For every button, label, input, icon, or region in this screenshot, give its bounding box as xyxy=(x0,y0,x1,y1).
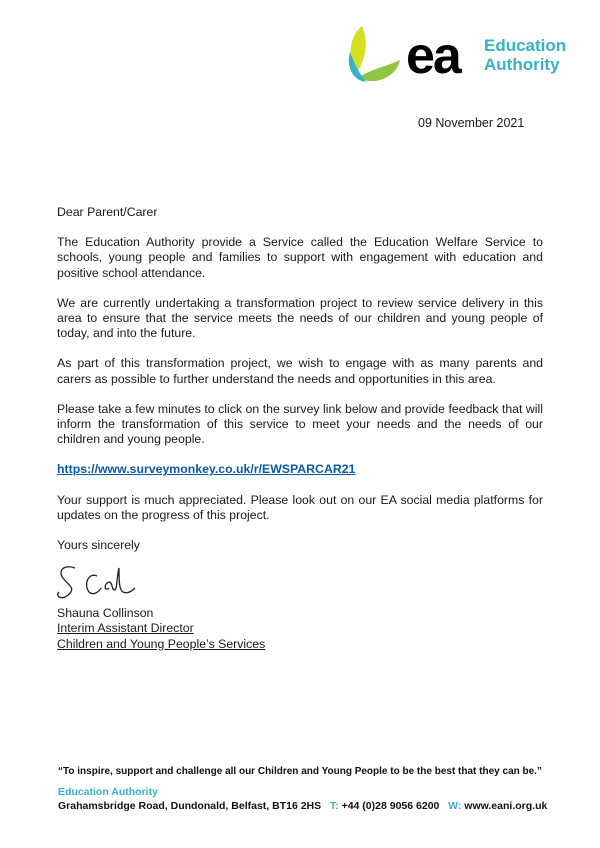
signature-block xyxy=(57,562,543,652)
footer-address-line xyxy=(58,800,547,812)
body-paragraph: The Education Authority provide a Service called the Education Welfare Service to schools, young people and families to support with engagement with education and positive school attendance. xyxy=(57,235,543,280)
body-paragraph: Please take a few minutes to click on the survey link below and provide feedback that will inform the transformation of this service to meet your needs and the needs of our children and young people. xyxy=(57,401,543,447)
handwritten-signature xyxy=(53,562,143,602)
footer-address: Grahamsbridge Road, Dundonald, Belfast, BT16 2HS xyxy=(58,800,322,812)
footer-web: www.eani.org.uk xyxy=(464,800,548,812)
letter-date: 09 November 2021 xyxy=(418,116,525,130)
logo-wordmark: ea xyxy=(406,27,460,85)
footer-org-name: Education Authority xyxy=(58,786,158,798)
signoff: Yours sincerely xyxy=(57,538,140,553)
footer-phone: +44 (0)28 9056 6200 xyxy=(341,800,440,812)
ea-logo xyxy=(344,22,574,86)
survey-link[interactable]: https://www.surveymonkey.co.uk/r/EWSPARCAR21 xyxy=(57,462,356,477)
body-paragraph: We are currently undertaking a transformation project to review service delivery in this area to ensure that the service meets the needs of our children and young people of today, and into the future. xyxy=(57,295,543,341)
footer-motto: “To inspire, support and challenge all our Children and Young People to be the best that they can be.” xyxy=(58,766,542,777)
logo-org-name xyxy=(484,36,566,74)
salutation: Dear Parent/Carer xyxy=(57,205,158,219)
signatory-name: Shauna Collinson xyxy=(57,606,154,621)
logo-org-line1: Education xyxy=(484,36,567,55)
signatory-department: Children and Young People’s Services xyxy=(57,636,266,651)
footer-phone-label: T: xyxy=(329,800,339,812)
logo-org-line2: Authority xyxy=(484,55,560,74)
footer-web-label: W: xyxy=(448,800,462,812)
signatory-title: Interim Assistant Director xyxy=(57,621,194,636)
closing-paragraph: Your support is much appreciated. Please look out on our EA social media platforms for updates on the progress of this project. xyxy=(57,492,543,522)
ea-leaf-icon xyxy=(344,22,406,86)
letter-body xyxy=(57,205,543,652)
body-paragraph: As part of this transformation project, we wish to engage with as many parents and carers as possible to further understand the needs and opportunities in this area. xyxy=(57,356,543,386)
